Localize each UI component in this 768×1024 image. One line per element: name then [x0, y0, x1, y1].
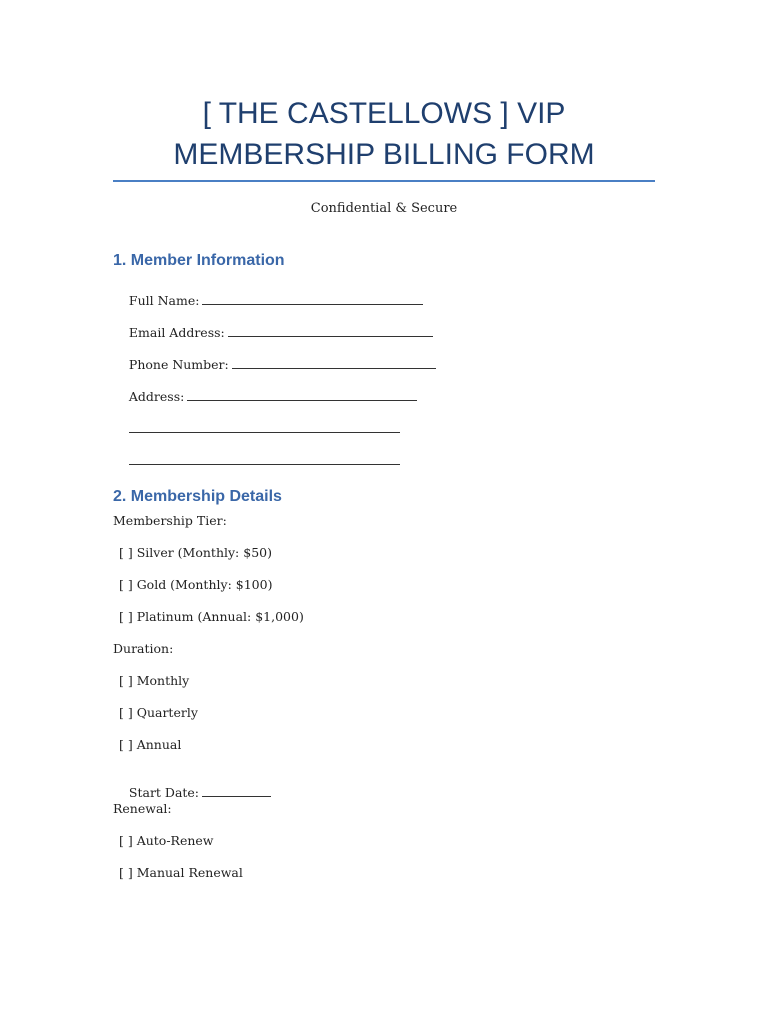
- title-divider: [113, 180, 655, 182]
- page-subtitle: Confidential & Secure: [310, 201, 458, 216]
- renewal-label: Renewal:: [113, 801, 172, 816]
- start-date-field[interactable]: [202, 784, 271, 797]
- email-field[interactable]: [228, 324, 433, 337]
- start-date-label: Start Date:: [128, 785, 200, 800]
- duration-label: Duration:: [113, 641, 174, 656]
- tier-option-platinum[interactable]: [ ] Platinum (Annual: $1,000): [119, 609, 304, 624]
- address-continuation-row: [113, 437, 400, 483]
- address-field-line-2[interactable]: [129, 420, 400, 433]
- address-label: Address:: [128, 389, 185, 404]
- duration-option-quarterly[interactable]: [ ] Quarterly: [119, 705, 198, 720]
- phone-field[interactable]: [232, 356, 436, 369]
- email-label: Email Address:: [128, 325, 225, 340]
- address-field-line-3[interactable]: [129, 452, 400, 465]
- duration-option-monthly[interactable]: [ ] Monthly: [119, 673, 190, 688]
- full-name-label: Full Name:: [128, 293, 200, 308]
- tier-option-gold[interactable]: [ ] Gold (Monthly: $100): [119, 577, 273, 592]
- tier-option-silver[interactable]: [ ] Silver (Monthly: $50): [119, 545, 272, 560]
- duration-option-annual[interactable]: [ ] Annual: [119, 737, 182, 752]
- full-name-field[interactable]: [202, 292, 423, 305]
- renewal-option-manual[interactable]: [ ] Manual Renewal: [119, 865, 243, 880]
- section-heading-membership-details: 2. Membership Details: [113, 488, 282, 505]
- address-field-line-1[interactable]: [187, 388, 417, 401]
- membership-tier-label: Membership Tier:: [113, 513, 227, 528]
- page-title: [ THE CASTELLOWS ] VIP MEMBERSHIP BILLING FORM: [173, 97, 595, 171]
- renewal-option-auto[interactable]: [ ] Auto-Renew: [119, 833, 214, 848]
- phone-label: Phone Number:: [128, 357, 229, 372]
- section-heading-member-information: 1. Member Information: [113, 252, 285, 269]
